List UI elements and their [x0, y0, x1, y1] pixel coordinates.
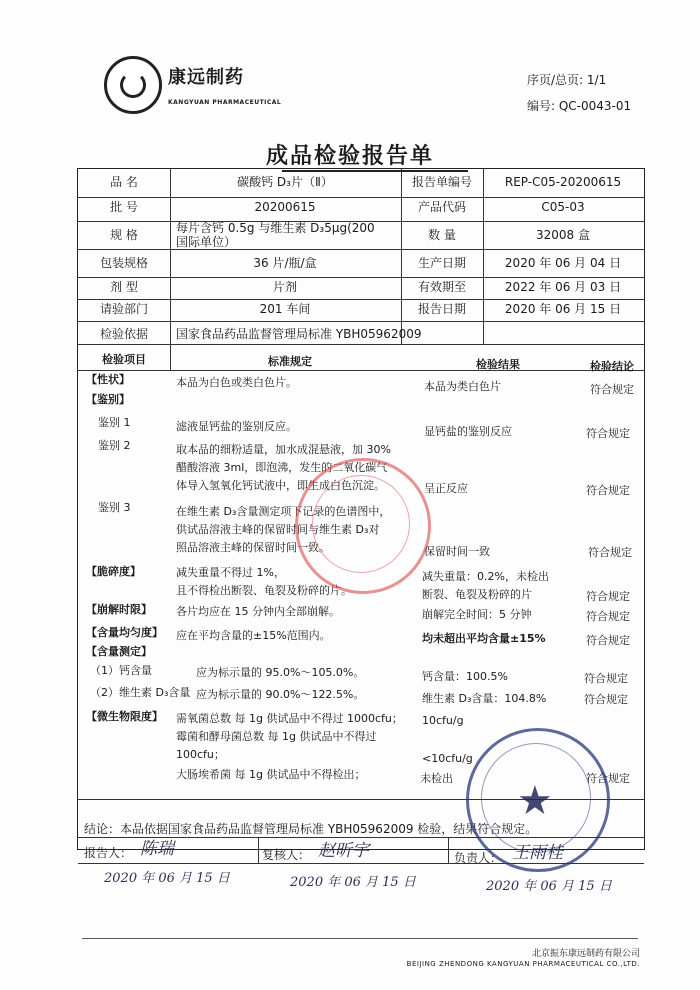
- ident2-label: 鉴别 2: [98, 439, 131, 452]
- mfg-label: 生产日期: [417, 256, 466, 270]
- report-date-value: 2020 年 06 月 15 日: [504, 302, 622, 316]
- report-date-label: 报告日期: [417, 302, 466, 316]
- reporter-signature: 陈瑞: [140, 839, 174, 859]
- ident3-label: 鉴别 3: [98, 501, 131, 514]
- batch-label: 批 号: [110, 200, 138, 214]
- col-standard: 标准规定: [268, 355, 312, 368]
- spec-value-line2: 国际单位）: [176, 235, 237, 249]
- mfg-value: 2020 年 06 月 04 日: [504, 256, 622, 270]
- qty-value: 32008 盒: [536, 228, 590, 242]
- ident1-std: 滤液显钙盐的鉴别反应。: [176, 420, 297, 433]
- assay2-label: （2）维生素 D₃含量: [90, 686, 191, 699]
- row-divider: [78, 277, 644, 278]
- col-conclusion: 检验结论: [590, 360, 634, 373]
- assay2-res: 维生素 D₃含量：104.8%: [422, 692, 547, 705]
- responsible-date: 2020 年 06 月 15 日: [486, 879, 612, 894]
- micro2-std-2: 100cfu；: [176, 748, 225, 761]
- ident3-con: 符合规定: [588, 546, 632, 559]
- ident2-std-1: 取本品的细粉适量，加水成混悬液，加 30%: [176, 443, 391, 456]
- ident1-res: 显钙盐的鉴别反应: [424, 425, 512, 438]
- reviewer-label: 复核人：: [262, 848, 311, 862]
- col-divider: [170, 344, 171, 370]
- appearance-res: 本品为类白色片: [424, 380, 501, 393]
- ident3-std-3: 照品溶液主峰的保留时间一致。: [176, 541, 330, 554]
- exp-value: 2022 年 06 月 03 日: [504, 280, 622, 294]
- ident2-std-2: 醋酸溶液 3ml，即泡沸，发生的二氧化碳气: [176, 461, 388, 474]
- responsible-signature: 王雨桂: [512, 843, 563, 863]
- spec-label: 规 格: [110, 228, 138, 242]
- responsible-label: 负责人：: [454, 851, 503, 865]
- micro3-std: 大肠埃希菌 每 1g 供试品中不得检出；: [176, 768, 366, 781]
- footer-divider: [82, 938, 638, 939]
- col-item: 检验项目: [102, 353, 146, 366]
- dept-value: 201 车间: [259, 302, 311, 316]
- appearance-con: 符合规定: [590, 383, 634, 396]
- ident2-con: 符合规定: [586, 484, 630, 497]
- unif-head: 【含量均匀度】: [86, 626, 163, 639]
- col-divider: [448, 837, 449, 863]
- micro1-res: 10cfu/g: [422, 714, 464, 727]
- report-no-label: 报告单编号: [411, 175, 472, 189]
- row-divider: [78, 344, 644, 345]
- basis-value: 国家食品药品监督管理局标准 YBH05962009: [176, 327, 422, 341]
- ident3-std-2: 供试品溶液主峰的保留时间与维生素 D₃对: [176, 523, 380, 536]
- ident1-label: 鉴别 1: [98, 416, 131, 429]
- unif-res: 均未超出平均含量±15%: [422, 632, 546, 645]
- disint-head: 【崩解时限】: [86, 603, 152, 616]
- unif-std: 应在平均含量的±15%范围内。: [176, 629, 331, 642]
- reporter-label: 报告人：: [84, 846, 133, 860]
- assay1-label: （1）钙含量: [90, 664, 152, 677]
- assay1-std: 应为标示量的 95.0%～105.0%。: [196, 666, 365, 679]
- page-info: 序页/总页: 1/1: [527, 73, 607, 87]
- form-label: 剂 型: [110, 280, 138, 294]
- exp-label: 有效期至: [417, 280, 466, 294]
- document-number: 编号: QC-0043-01: [527, 99, 632, 113]
- qty-label: 数 量: [428, 228, 456, 242]
- footer-company-cn: 北京振东康远制药有限公司: [531, 949, 640, 959]
- col-divider: [258, 837, 259, 863]
- col-result: 检验结果: [476, 358, 520, 371]
- pack-value: 36 片/瓶/盒: [253, 256, 317, 270]
- disint-std: 各片均应在 15 分钟内全部崩解。: [176, 605, 340, 618]
- code-label: 产品代码: [417, 200, 466, 214]
- ident2-res: 呈正反应: [424, 482, 468, 495]
- brand-name-en: KANGYUAN PHARMACEUTICAL: [168, 99, 282, 106]
- friab-head: 【脆碎度】: [86, 565, 141, 578]
- assay-head: 【含量测定】: [86, 645, 152, 658]
- micro2-res: <10cfu/g: [422, 752, 473, 765]
- dept-label: 请验部门: [99, 302, 148, 316]
- reviewer-signature: 赵昕宇: [318, 841, 369, 861]
- red-qc-stamp: [295, 458, 431, 594]
- form-value: 片剂: [272, 280, 297, 294]
- product-label: 品 名: [110, 175, 138, 189]
- reviewer-date: 2020 年 06 月 15 日: [290, 875, 416, 890]
- spec-value-line1: 每片含钙 0.5g 与维生素 D₃5μg(200: [176, 221, 375, 235]
- product-value: 碳酸钙 D₃片（Ⅱ）: [237, 175, 333, 189]
- report-no-value: REP-C05-20200615: [504, 175, 622, 189]
- row-divider: [78, 370, 644, 371]
- unif-con: 符合规定: [586, 634, 630, 647]
- row-divider: [78, 321, 644, 322]
- report-title: 成品检验报告单: [265, 144, 434, 169]
- reporter-date: 2020 年 06 月 15 日: [104, 871, 230, 886]
- assay2-con: 符合规定: [584, 693, 628, 706]
- ident1-con: 符合规定: [586, 427, 630, 440]
- batch-value: 20200615: [254, 200, 316, 214]
- micro-con: 符合规定: [586, 772, 630, 785]
- friab-res-2: 断裂、龟裂及粉碎的片: [422, 588, 532, 601]
- company-logo: [104, 56, 162, 114]
- micro1-std: 需氧菌总数 每 1g 供试品中不得过 1000cfu；: [176, 712, 403, 725]
- ident3-res: 保留时间一致: [424, 545, 490, 558]
- ident2-std-3: 体导入氢氧化钙试液中，即生成白色沉淀。: [176, 479, 385, 492]
- ident-head: 【鉴别】: [86, 393, 130, 406]
- pack-label: 包装规格: [99, 256, 148, 270]
- friab-std-2: 且不得检出断裂、龟裂及粉碎的片。: [176, 584, 352, 597]
- seal-star-icon: ★: [517, 778, 553, 824]
- brand-name: 康远制药: [168, 67, 244, 88]
- appearance-std: 本品为白色或类白色片。: [176, 376, 297, 389]
- footer-company-en: BEIJING ZHENDONG KANGYUAN PHARMACEUTICAL CO.,LTD.: [406, 960, 640, 968]
- friab-con: 符合规定: [586, 590, 630, 603]
- friab-std-1: 减失重量不得过 1%，: [176, 566, 285, 579]
- micro3-res: 未检出: [420, 772, 453, 785]
- friab-res-1: 减失重量：0.2%，未检出: [422, 570, 549, 583]
- ident3-std-1: 在维生素 D₃含量测定项下记录的色谱图中，: [176, 505, 391, 518]
- micro2-std-1: 霉菌和酵母菌总数 每 1g 供试品中不得过: [176, 730, 377, 743]
- assay2-std: 应为标示量的 90.0%～122.5%。: [196, 688, 365, 701]
- row-divider: [78, 197, 644, 198]
- basis-label: 检验依据: [99, 327, 148, 341]
- appearance-head: 【性状】: [86, 373, 130, 386]
- assay1-con: 符合规定: [584, 672, 628, 685]
- row-divider: [78, 249, 644, 250]
- row-divider: [78, 299, 644, 300]
- assay1-res: 钙含量：100.5%: [422, 670, 508, 683]
- conclusion-text: 结论：本品依据国家食品药品监督管理局标准 YBH05962009 检验，结果符合规定。: [84, 822, 538, 836]
- micro-head: 【微生物限度】: [86, 710, 163, 723]
- disint-res: 崩解完全时间：5 分钟: [422, 608, 532, 621]
- code-value: C05-03: [541, 200, 585, 214]
- disint-con: 符合规定: [586, 610, 630, 623]
